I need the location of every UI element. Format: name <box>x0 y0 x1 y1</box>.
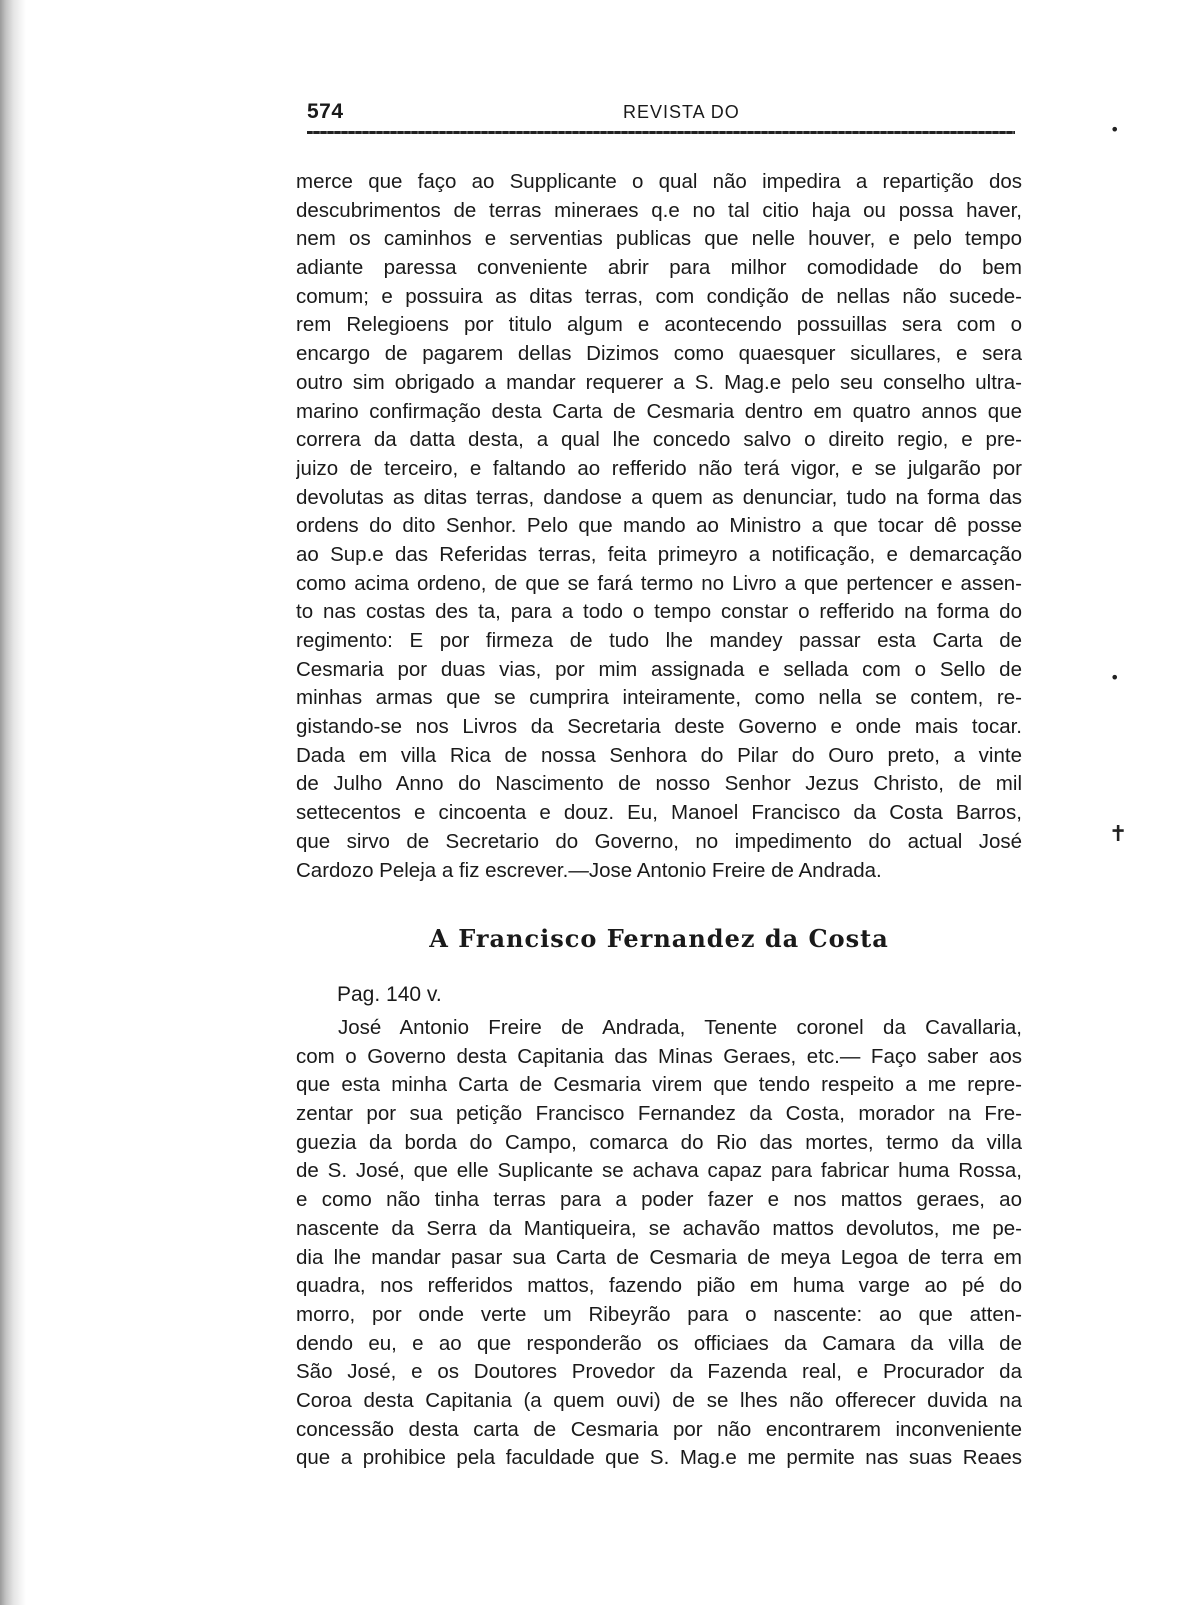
text-line: guezia da borda do Campo, comarca do Rio das mortes, termo da villa <box>296 1130 1022 1154</box>
text-line: com o Governo desta Capitania das Minas Geraes, etc.— Faço saber aos <box>296 1044 1022 1068</box>
text-line: e como não tinha terras para a poder fazer e nos mattos geraes, ao <box>296 1188 1022 1212</box>
text-line: minhas armas que se cumprira inteiramente, como nella se contem, re- <box>296 686 1022 710</box>
text-line: quadra, nos refferidos mattos, fazendo pião em huma varge ao pé do <box>296 1274 1022 1298</box>
section-paragraph <box>296 1014 1022 1473</box>
margin-speck: • <box>1110 120 1120 139</box>
text-line: de Julho Anno do Nascimento de nosso Senhor Jezus Christo, de mil <box>296 772 1022 796</box>
text-line: José Antonio Freire de Andrada, Tenente coronel da Cavallaria, <box>338 1016 1022 1039</box>
margin-speck: • <box>1110 668 1120 687</box>
text-line: marino confirmação desta Carta de Cesmaria dentro em quatro annos que <box>296 399 1022 423</box>
text-line: rem Relegioens por titulo algum e acontecendo possuillas sera com o <box>296 313 1022 337</box>
text-line: dia lhe mandar pasar sua Carta de Cesmaria de meya Legoa de terra em <box>296 1245 1022 1269</box>
margin-speck: ✝ <box>1109 822 1128 847</box>
text-line: dendo eu, e ao que responderão os officiaes da Camara da villa de <box>296 1331 1022 1355</box>
text-line: adiante paressa conveniente abrir para milhor comodidade do bem <box>296 256 1022 280</box>
text-line: São José, e os Doutores Provedor da Fazenda real, e Procurador da <box>296 1360 1022 1384</box>
text-line: que sirvo de Secretario do Governo, no impedimento do actual José <box>296 829 1022 853</box>
text-line: settecentos e cincoenta e douz. Eu, Manoel Francisco da Costa Barros, <box>296 801 1022 825</box>
paragraph-1 <box>296 168 1022 885</box>
header-rule <box>307 131 1015 134</box>
page-number: 574 <box>307 100 344 123</box>
text-line: morro, por onde verte um Ribeyrão para o nascente: ao que atten- <box>296 1302 1022 1326</box>
text-line: devolutas as ditas terras, dandose a quem as denunciar, tudo na forma das <box>296 485 1022 509</box>
text-line: to nas costas des ta, para a todo o tempo constar o refferido na forma do <box>296 600 1022 624</box>
text-line: descubrimentos de terras mineraes q.e no tal citio haja ou possa haver, <box>296 198 1022 222</box>
text-line: encargo de pagarem dellas Dizimos como quaesquer sicullares, e sera <box>296 342 1022 366</box>
text-line: comum; e possuira as ditas terras, com condição de nellas não sucede- <box>296 284 1022 308</box>
page-header <box>307 100 1015 140</box>
text-line: que a prohibice pela faculdade que S. Mag.e me permite nas suas Reaes <box>296 1446 1022 1470</box>
text-line: zentar por sua petição Francisco Fernandez da Costa, morador na Fre- <box>296 1102 1022 1126</box>
text-line: Dada em villa Rica de nossa Senhora do Pilar do Ouro preto, a vinte <box>296 743 1022 767</box>
text-line: que esta minha Carta de Cesmaria virem que tendo respeito a me repre- <box>296 1073 1022 1097</box>
text-line: correra da datta desta, a qual lhe concedo salvo o direito regio, e pre- <box>296 428 1022 452</box>
text-line: Cardozo Peleja a fiz escrever.—Jose Antonio Freire de Andrada. <box>296 858 882 882</box>
text-line: merce que faço ao Supplicante o qual não impedira a repartição dos <box>296 170 1022 193</box>
text-line: outro sim obrigado a mandar requerer a S. Mag.e pelo seu conselho ultra- <box>296 370 1022 394</box>
page-binding-edge <box>0 0 26 1605</box>
text-line: concessão desta carta de Cesmaria por não encontrarem inconveniente <box>296 1417 1022 1441</box>
text-line: Cesmaria por duas vias, por mim assignada e sellada com o Sello de <box>296 657 1022 681</box>
text-line: gistando-se nos Livros da Secretaria deste Governo e onde mais tocar. <box>296 715 1022 739</box>
text-line: Coroa desta Capitania (a quem ouvi) de se lhes não offerecer duvida na <box>296 1388 1022 1412</box>
text-line: juizo de terceiro, e faltando ao refferido não terá vigor, e se julgarão por <box>296 456 1022 480</box>
section-heading: A Francisco Fernandez da Costa <box>429 924 889 953</box>
running-title: REVISTA DO <box>623 102 740 122</box>
text-line: ao Sup.e das Referidas terras, feita primeyro a notificação, e demarcação <box>296 542 1022 566</box>
text-line: como acima ordeno, de que se fará termo no Livro a que pertencer e assen- <box>296 571 1022 595</box>
text-line: ordens do dito Senhor. Pelo que mando ao Ministro a que tocar dê posse <box>296 514 1022 538</box>
text-line: regimento: E por firmeza de tudo lhe mandey passar esta Carta de <box>296 629 1022 652</box>
text-line: de S. José, que elle Suplicante se achava capaz para fabricar huma Rossa, <box>296 1159 1022 1183</box>
text-line: nem os caminhos e serventias publicas que nelle houver, e pelo tempo <box>296 227 1022 251</box>
page-reference: Pag. 140 v. <box>337 983 442 1006</box>
text-line: nascente da Serra da Mantiqueira, se achavão mattos devolutos, me pe- <box>296 1216 1022 1240</box>
